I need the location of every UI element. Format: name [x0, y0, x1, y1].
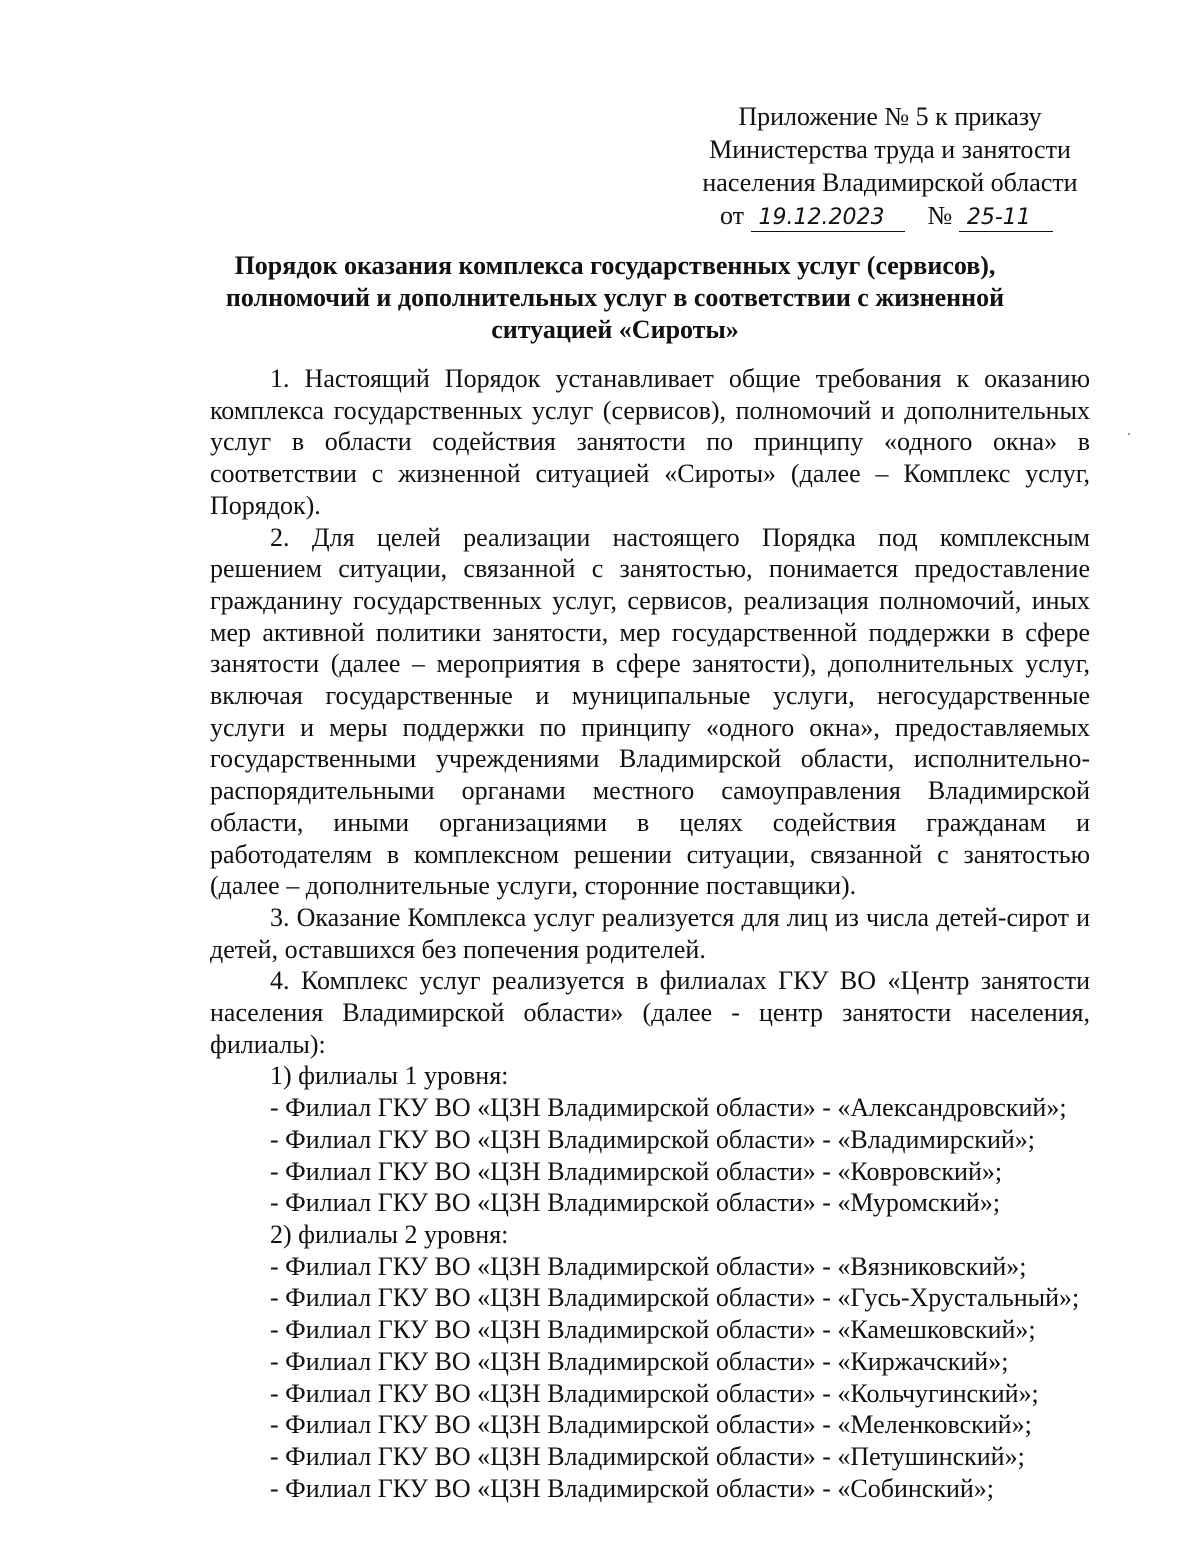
paragraph-1: 1. Настоящий Порядок устанавливает общие требования к оказанию комплекса государственных услуг (сервисов), полномочий и дополнительных услуг в области содействия занятости по принципу «одного окна» в соответствии с жизненной ситуацией «Сироты» (далее – Комплекс услуг, Порядок).: [210, 364, 1090, 520]
list-item: 1) филиалы 1 уровня:: [270, 1061, 509, 1091]
list-item: 2) филиалы 2 уровня:: [270, 1219, 509, 1249]
date-prefix: от: [720, 201, 745, 230]
title-line-3: ситуацией «Сироты»: [491, 315, 739, 344]
list-item: - Филиал ГКУ ВО «ЦЗН Владимирской области» - «Петушинский»;: [270, 1441, 1025, 1471]
list-item: - Филиал ГКУ ВО «ЦЗН Владимирской области» - «Владимирский»;: [270, 1124, 1035, 1154]
title-line-2: полномочий и дополнительных услуг в соответствии с жизненной: [225, 283, 1005, 312]
list-item: - Филиал ГКУ ВО «ЦЗН Владимирской области» - «Ковровский»;: [270, 1156, 1003, 1186]
document-body: [210, 363, 1090, 1504]
paragraph-2: 2. Для целей реализации настоящего Порядка под комплексным решением ситуации, связанной с занятостью, понимается предоставление гражданину государственных услуг, сервисов, реализация полномочий, иных мер активной политики занятости, мер государственной поддержки в сфере занятости (далее – мероприятия в сфере занятости), дополнительных услуг, включая государственные и муниципальные услуги, негосударственные услуги и меры поддержки по принципу «одного окна», предоставляемых государственными учреждениями Владимирской области, исполнительно-распорядительными органами местного самоуправления Владимирской области, иными организациями в целях содействия гражданам и работодателям в комплексном решении ситуации, связанной с занятостью (далее – дополнительные услуги, сторонние поставщики).: [210, 522, 1090, 901]
scan-speck: [1128, 433, 1130, 435]
document-title: [200, 250, 1030, 346]
list-item: - Филиал ГКУ ВО «ЦЗН Владимирской области» - «Вязниковский»;: [270, 1251, 1027, 1281]
list-item: - Филиал ГКУ ВО «ЦЗН Владимирской области» - «Гусь-Хрустальный»;: [270, 1283, 1080, 1313]
title-line-1: Порядок оказания комплекса государственных услуг (сервисов),: [234, 251, 996, 280]
list-item: - Филиал ГКУ ВО «ЦЗН Владимирской области» - «Камешковский»;: [270, 1315, 1036, 1345]
list-item: - Филиал ГКУ ВО «ЦЗН Владимирской области» - «Меленковский»;: [270, 1410, 1032, 1440]
header-line-3: населения Владимирской области: [702, 168, 1078, 197]
appendix-header: [690, 100, 1090, 232]
number-prefix: №: [927, 201, 953, 230]
header-line-1: Приложение № 5 к приказу: [738, 102, 1042, 131]
list-item: - Филиал ГКУ ВО «ЦЗН Владимирской области» - «Александровский»;: [270, 1093, 1067, 1123]
header-line-2: Министерства труда и занятости: [709, 135, 1071, 164]
paragraph-4: 4. Комплекс услуг реализуется в филиалах ГКУ ВО «Центр занятости населения Владимирской области» (далее - центр занятости населения, филиалы):: [210, 966, 1090, 1059]
list-item: - Филиал ГКУ ВО «ЦЗН Владимирской области» - «Киржачский»;: [270, 1346, 1009, 1376]
handwritten-date: 19.12.2023: [751, 205, 905, 232]
handwritten-number: 25-11: [959, 205, 1053, 232]
list-item: - Филиал ГКУ ВО «ЦЗН Владимирской области» - «Муромский»;: [270, 1188, 1001, 1218]
list-item: - Филиал ГКУ ВО «ЦЗН Владимирской области» - «Собинский»;: [270, 1473, 995, 1503]
paragraph-3: 3. Оказание Комплекса услуг реализуется для лиц из числа детей-сирот и детей, оставшихся без попечения родителей.: [210, 902, 1090, 964]
date-number-line: [690, 199, 1090, 232]
list-item: - Филиал ГКУ ВО «ЦЗН Владимирской области» - «Кольчугинский»;: [270, 1378, 1039, 1408]
